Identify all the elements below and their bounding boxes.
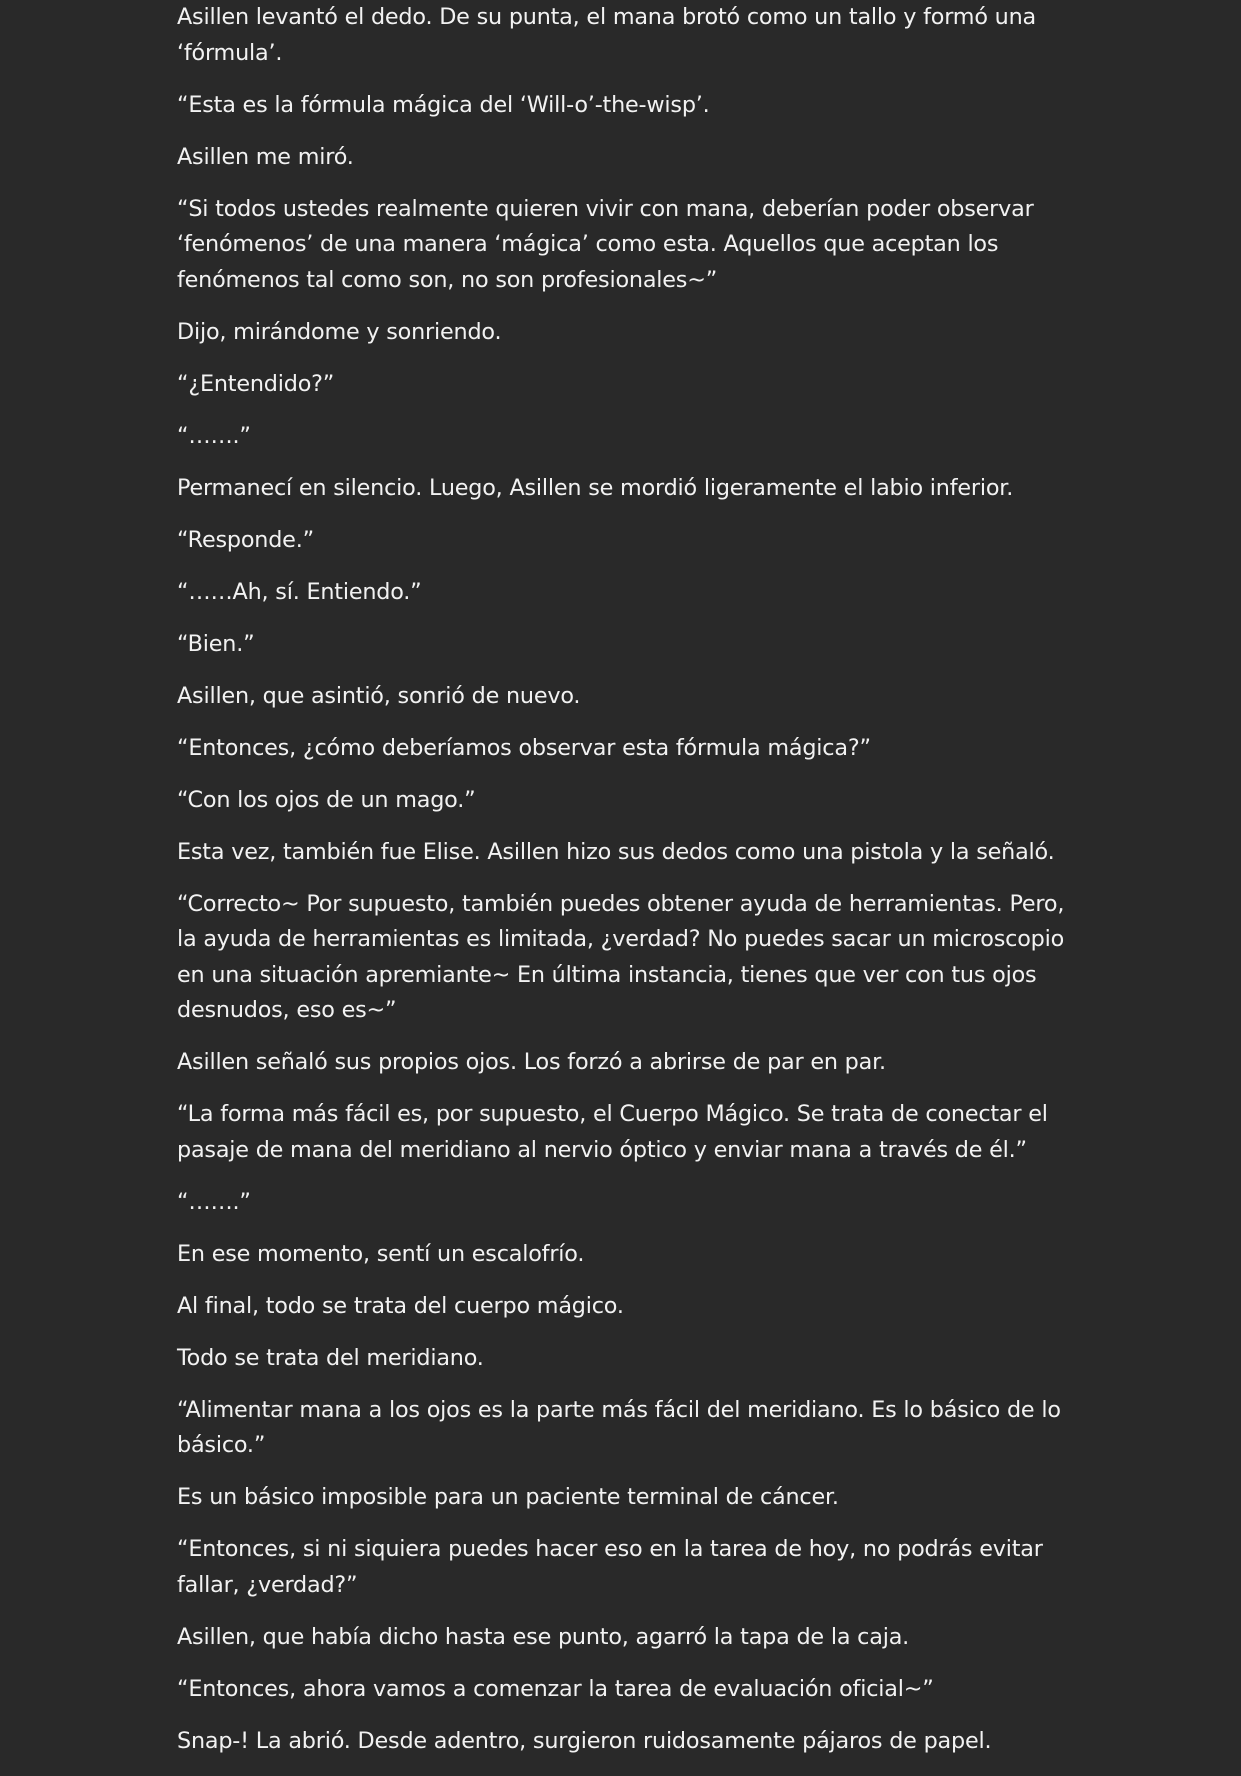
- paragraph: “La forma más fácil es, por supuesto, el Cuerpo Mágico. Se trata de conectar el pasaje de mana del meridiano al nervio óptico y enviar mana a través de él.”: [177, 1101, 1048, 1163]
- paragraph: Snap-! La abrió. Desde adentro, surgieron ruidosamente pájaros de papel.: [177, 1727, 992, 1754]
- paragraph: Al final, todo se trata del cuerpo mágico.: [177, 1292, 624, 1319]
- paragraph: Asillen, que había dicho hasta ese punto, agarró la tapa de la caja.: [177, 1623, 910, 1650]
- document-page: [177, 0, 1067, 1776]
- paragraph: “Bien.”: [177, 630, 255, 657]
- paragraph: “Correcto~ Por supuesto, también puedes obtener ayuda de herramientas. Pero, la ayuda de herramientas es limitada, ¿verdad? No puedes sacar un microscopio en una situación apremiante~ En última instancia, tienes que ver con tus ojos desnudos, eso es~”: [177, 890, 1065, 1023]
- paragraph: “Esta es la fórmula mágica del ‘Will-o’-the-wisp’.: [177, 91, 710, 118]
- paragraph: “…….”: [177, 1188, 251, 1215]
- paragraph: “Alimentar mana a los ojos es la parte más fácil del meridiano. Es lo básico de lo básico.”: [177, 1396, 1061, 1458]
- paragraph: Asillen, que asintió, sonrió de nuevo.: [177, 682, 581, 709]
- paragraph: “Si todos ustedes realmente quieren vivir con mana, deberían poder observar ‘fenómenos’ de una manera ‘mágica’ como esta. Aquellos que aceptan los fenómenos tal como son, no son profesionales~”: [177, 195, 1034, 293]
- paragraph: “Responde.”: [177, 526, 314, 553]
- paragraph: “…….”: [177, 422, 251, 449]
- paragraph: “Entonces, si ni siquiera puedes hacer eso en la tarea de hoy, no podrás evitar fallar, ¿verdad?”: [177, 1536, 1043, 1598]
- paragraph: Permanecí en silencio. Luego, Asillen se mordió ligeramente el labio inferior.: [177, 474, 1014, 501]
- paragraph: En ese momento, sentí un escalofrío.: [177, 1240, 585, 1267]
- paragraph: Dijo, mirándome y sonriendo.: [177, 318, 502, 345]
- paragraph: Asillen levantó el dedo. De su punta, el mana brotó como un tallo y formó una ‘fórmula’.: [177, 4, 1036, 66]
- paragraph: “¿Entendido?”: [177, 370, 335, 397]
- paragraph: “……Ah, sí. Entiendo.”: [177, 578, 422, 605]
- paragraph: Asillen señaló sus propios ojos. Los forzó a abrirse de par en par.: [177, 1049, 886, 1075]
- paragraph: Asillen me miró.: [177, 143, 354, 170]
- paragraph: “Entonces, ahora vamos a comenzar la tarea de evaluación oficial~”: [177, 1675, 934, 1702]
- paragraph: Todo se trata del meridiano.: [177, 1344, 484, 1371]
- paragraph: “Entonces, ¿cómo deberíamos observar esta fórmula mágica?”: [177, 734, 871, 761]
- paragraph: Es un básico imposible para un paciente terminal de cáncer.: [177, 1484, 839, 1510]
- paragraph: “Con los ojos de un mago.”: [177, 786, 476, 813]
- paragraph: Esta vez, también fue Elise. Asillen hizo sus dedos como una pistola y la señaló.: [177, 838, 1055, 865]
